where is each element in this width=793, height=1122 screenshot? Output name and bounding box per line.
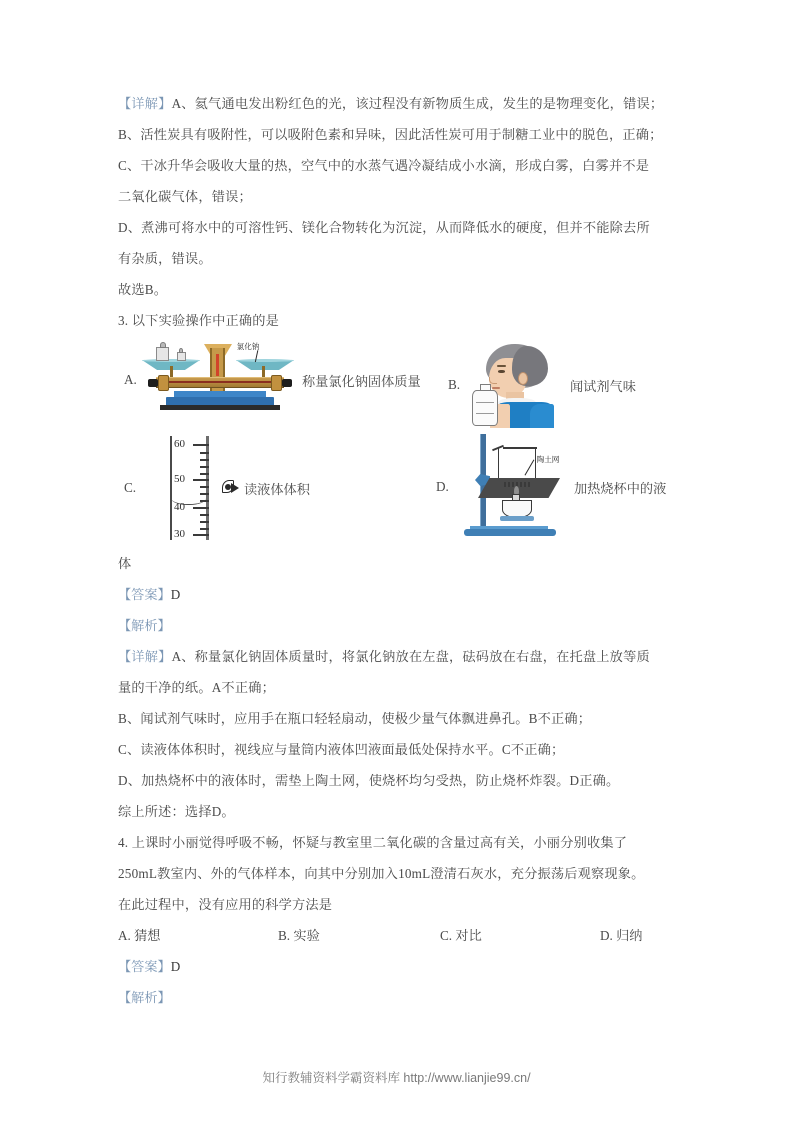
cylinder-tick-minor	[200, 466, 209, 468]
question-3-stem-text: 以下实验操作中正确的是	[131, 313, 280, 328]
option-b-text: 实验	[293, 928, 320, 943]
cylinder-tick-50	[193, 479, 209, 481]
graduated-cylinder-icon	[144, 434, 238, 542]
question-4-number: 4.	[118, 835, 129, 850]
document-content	[118, 88, 683, 1013]
cylinder-tick-minor	[200, 473, 209, 475]
answer-value: D	[170, 959, 181, 974]
choice-d-letter: D.	[436, 479, 449, 494]
question-4-option-b[interactable]	[278, 920, 440, 951]
option-a-letter: A.	[118, 928, 131, 943]
balance-base	[160, 405, 280, 410]
question-3-choices	[118, 338, 683, 548]
question-3-number: 3.	[118, 313, 129, 328]
question-3-explanation-a-cont: 量的干净的纸。A不正确；	[118, 680, 275, 695]
balance-substance-label: 氯化钠	[236, 342, 260, 351]
option-a-text: 猜想	[134, 928, 161, 943]
person-shoulder	[530, 404, 554, 428]
person-ear	[518, 372, 528, 385]
question-3-explanation-summary: 综上所述：选择D。	[118, 804, 235, 819]
question-4-answer	[118, 951, 683, 982]
option-d-text: 归纳	[616, 928, 643, 943]
paragraph-option-c: C、干冰升华会吸收大量的热，空气中的水蒸气遇冷凝结成小水滴，形成白雾，白雾并不是	[118, 158, 650, 173]
question-3-explanation-a	[118, 641, 683, 672]
person-nose	[489, 377, 497, 384]
cylinder-tick-label-40: 40	[174, 501, 185, 513]
choice-a-letter: A.	[124, 372, 137, 387]
weight-small-icon	[177, 352, 186, 361]
cylinder-tick-label-60: 60	[174, 438, 185, 450]
choice-b[interactable]	[448, 342, 636, 428]
detail-marker: 【详解】	[118, 96, 172, 111]
question-4-option-a[interactable]	[118, 920, 278, 951]
page-footer-watermark: 知行教辅资料学霸资料库 http://www.lianjie99.cn/	[262, 1071, 531, 1085]
paragraph-option-c-cont: 二氧化碳气体，错误；	[118, 189, 252, 204]
cylinder-tick-30	[193, 534, 209, 536]
choice-a-label: 称量氯化钠固体质量	[302, 373, 421, 389]
weight-large-icon	[156, 347, 169, 361]
reagent-bottle-label	[476, 402, 494, 414]
question-4-stem-line-1	[118, 827, 683, 858]
paragraph-detail-intro	[118, 88, 683, 119]
choice-b-letter: B.	[448, 377, 461, 392]
choice-d[interactable]	[436, 434, 666, 540]
question-4-option-c[interactable]	[440, 920, 600, 951]
paragraph-conclusion: 故选B。	[118, 282, 168, 297]
cylinder-tick-label-30: 30	[174, 528, 185, 540]
cylinder-tick-minor	[200, 521, 209, 523]
question-4-options	[118, 920, 683, 951]
question-3-analysis-marker-line	[118, 610, 683, 641]
balance-beam-scale	[166, 381, 274, 383]
eye-sightline-arrow	[231, 483, 239, 493]
person-eyebrow	[497, 365, 506, 367]
explanation-text-a: A、称量氯化钠固体质量时，将氯化钠放在左盘，砝码放在右盘，在托盘上放等质	[171, 649, 650, 664]
question-4-option-d[interactable]	[600, 920, 643, 951]
question-4-analysis-marker-line	[118, 982, 683, 1013]
cylinder-tick-60	[193, 444, 209, 446]
person-smelling-icon	[468, 342, 564, 428]
cylinder-tick-40	[193, 507, 209, 509]
balance-left-pan-rim	[142, 359, 200, 362]
choice-c-letter: C.	[124, 480, 137, 495]
option-c-text: 对比	[455, 928, 482, 943]
choice-d-label: 加热烧杯中的液	[574, 480, 667, 496]
heating-beaker-icon	[456, 434, 568, 540]
balance-right-end	[282, 379, 292, 387]
person-eye	[498, 370, 505, 373]
choice-d-label-continuation: 体	[118, 556, 132, 571]
choice-b-label: 闻试剂气味	[570, 378, 636, 394]
detail-marker: 【详解】	[118, 649, 172, 664]
question-3-explanation-d: D、加热烧杯中的液体时，需垫上陶土网，使烧杯均匀受热，防止烧杯炸裂。D正确。	[118, 773, 620, 788]
cylinder-left-wall	[170, 436, 172, 540]
balance-right-pan-rim	[236, 359, 294, 362]
balance-right-knob	[271, 375, 282, 391]
weight-small-knob	[179, 348, 183, 353]
cylinder-tick-minor	[200, 514, 209, 516]
ceramic-mesh-label: 陶土网	[536, 455, 560, 464]
paragraph-text-a: A、氦气通电发出粉红色的光，该过程没有新物质生成，发生的是物理变化，错误；	[171, 96, 664, 111]
question-4-stem-line-2: 250mL教室内、外的气体样本，向其中分别加入10mL澄清石灰水，充分振荡后观察现象。	[118, 866, 645, 881]
burner-base	[500, 516, 534, 521]
paragraph-option-d-cont: 有杂质，错误。	[118, 251, 212, 266]
cylinder-tick-minor	[200, 459, 209, 461]
question-3-stem	[118, 305, 683, 336]
answer-marker: 【答案】	[118, 587, 171, 602]
answer-value: D	[170, 587, 181, 602]
choice-c-label: 读液体体积	[244, 481, 310, 497]
eye-level-icon	[222, 480, 240, 494]
option-c-letter: C.	[440, 928, 453, 943]
cylinder-tick-label-50: 50	[174, 473, 185, 485]
choice-c[interactable]	[124, 434, 310, 542]
question-3-answer	[118, 579, 683, 610]
question-4-stem-line-3: 在此过程中，没有应用的科学方法是	[118, 897, 333, 912]
analysis-marker: 【解析】	[118, 990, 171, 1005]
cylinder-tick-minor	[200, 452, 209, 454]
question-3-explanation-c: C、读液体体积时，视线应与量筒内液体凹液面最低处保持水平。C不正确；	[118, 742, 565, 757]
cylinder-tick-minor	[200, 486, 209, 488]
cylinder-tick-minor	[200, 528, 209, 530]
balance-left-end	[148, 379, 158, 387]
option-d-letter: D.	[600, 928, 613, 943]
paragraph-option-d: D、煮沸可将水中的可溶性钙、镁化合物转化为沉淀，从而降低水的硬度，但并不能除去所	[118, 220, 650, 235]
question-3-explanation-b: B、闻试剂气味时，应用手在瓶口轻轻扇动，使极少量气体飘进鼻孔。B不正确；	[118, 711, 592, 726]
weight-large-knob	[160, 342, 166, 348]
analysis-marker: 【解析】	[118, 618, 171, 633]
stand-base	[464, 529, 556, 536]
balance-needle	[216, 354, 219, 376]
person-mouth	[492, 387, 500, 389]
balance-scale-icon	[144, 342, 296, 418]
balance-left-knob	[158, 375, 169, 391]
paragraph-option-b: B、活性炭具有吸附性，可以吸附色素和异味，因此活性炭可用于制糖工业中的脱色，正确；	[118, 127, 663, 142]
answer-marker: 【答案】	[118, 959, 171, 974]
choice-a[interactable]	[124, 342, 421, 418]
option-b-letter: B.	[278, 928, 291, 943]
question-4-stem-text-1: 上课时小丽觉得呼吸不畅，怀疑与教室里二氧化碳的含量过高有关，小丽分别收集了	[131, 835, 628, 850]
